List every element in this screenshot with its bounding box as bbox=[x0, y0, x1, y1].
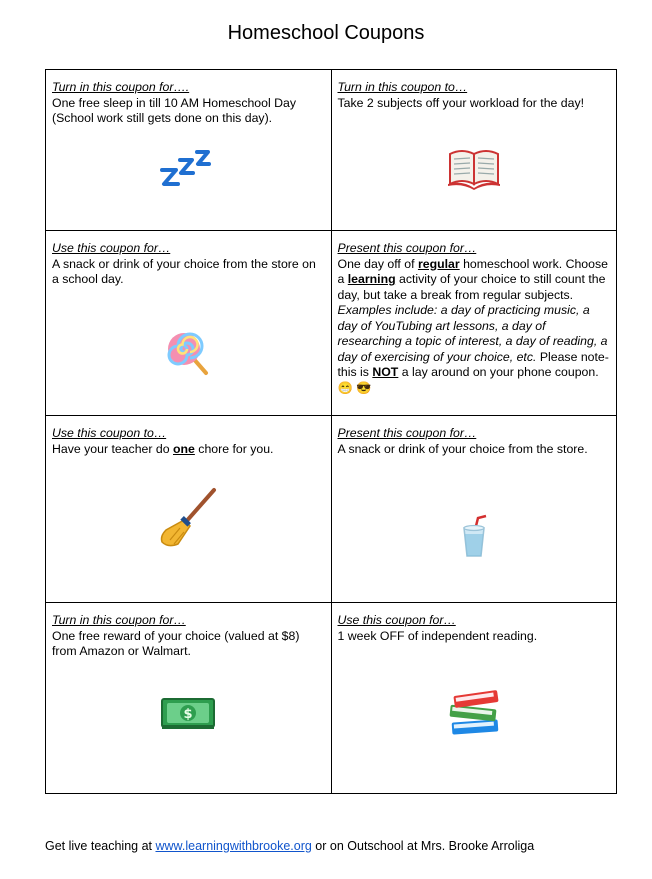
coupon-heading: Use this coupon to… bbox=[52, 426, 167, 440]
svg-text:$: $ bbox=[183, 707, 193, 722]
coupon-body: A snack or drink of your choice from the store on a school day. bbox=[52, 256, 316, 286]
coupon-body-text: Have your teacher do one chore for you. bbox=[52, 441, 274, 456]
open-book-icon bbox=[332, 146, 617, 195]
footer bbox=[45, 839, 534, 853]
coupon-teacher-chore bbox=[46, 416, 332, 603]
coupon-free-reward bbox=[46, 603, 332, 794]
coupon-table bbox=[45, 69, 617, 794]
coupon-snack-store bbox=[331, 416, 617, 603]
broom-icon bbox=[46, 486, 331, 555]
coupon-body: 1 week OFF of independent reading. bbox=[337, 628, 538, 643]
page-title: Homeschool Coupons bbox=[227, 22, 425, 44]
cup-with-straw-icon bbox=[332, 514, 617, 563]
coupon-heading: Present this coupon for… bbox=[337, 426, 477, 440]
money-icon bbox=[46, 693, 331, 738]
coupon-reading-off bbox=[331, 603, 617, 794]
lollipop-icon bbox=[46, 329, 331, 382]
coupon-heading: Present this coupon for… bbox=[337, 241, 477, 255]
footer-website-link[interactable]: www.learningwithbrooke.org bbox=[155, 839, 312, 853]
coupon-sleep-in bbox=[46, 70, 332, 231]
footer-prefix: Get live teaching at bbox=[45, 839, 156, 853]
coupon-body: A snack or drink of your choice from the store. bbox=[337, 441, 588, 456]
coupon-heading: Turn in this coupon for… bbox=[52, 613, 186, 627]
coupon-body: One free reward of your choice (valued at $8) from Amazon or Walmart. bbox=[52, 628, 300, 658]
coupon-snack-school-day bbox=[46, 231, 332, 416]
coupon-day-off-regular bbox=[331, 231, 617, 416]
coupon-heading: Turn in this coupon for…. bbox=[52, 80, 190, 94]
coupon-heading: Use this coupon for… bbox=[337, 613, 456, 627]
coupon-heading: Use this coupon for… bbox=[52, 241, 171, 255]
coupon-body: One free sleep in till 10 AM Homeschool Day (School work still gets done on this day). bbox=[52, 95, 297, 125]
coupon-body-text: One day off of regular homeschool work. Choose a learning activity of your choice to still count the day, but take a break from regular subjects. Examples include: a day of practicing music, a day of YouTubing art lessons, a day of researching a topic of interest, a day of reading, a day of exercising of your choice, etc. Please note- this is NOT a lay around on your phone coupon. 😁 😎 bbox=[337, 256, 609, 395]
sleep-zzz-icon bbox=[46, 148, 331, 193]
books-icon bbox=[332, 683, 617, 744]
coupon-body: Take 2 subjects off your workload for the day! bbox=[337, 95, 585, 110]
coupon-skip-subjects bbox=[331, 70, 617, 231]
coupon-heading: Turn in this coupon to… bbox=[337, 80, 468, 94]
footer-suffix: or on Outschool at Mrs. Brooke Arroliga bbox=[311, 839, 535, 853]
